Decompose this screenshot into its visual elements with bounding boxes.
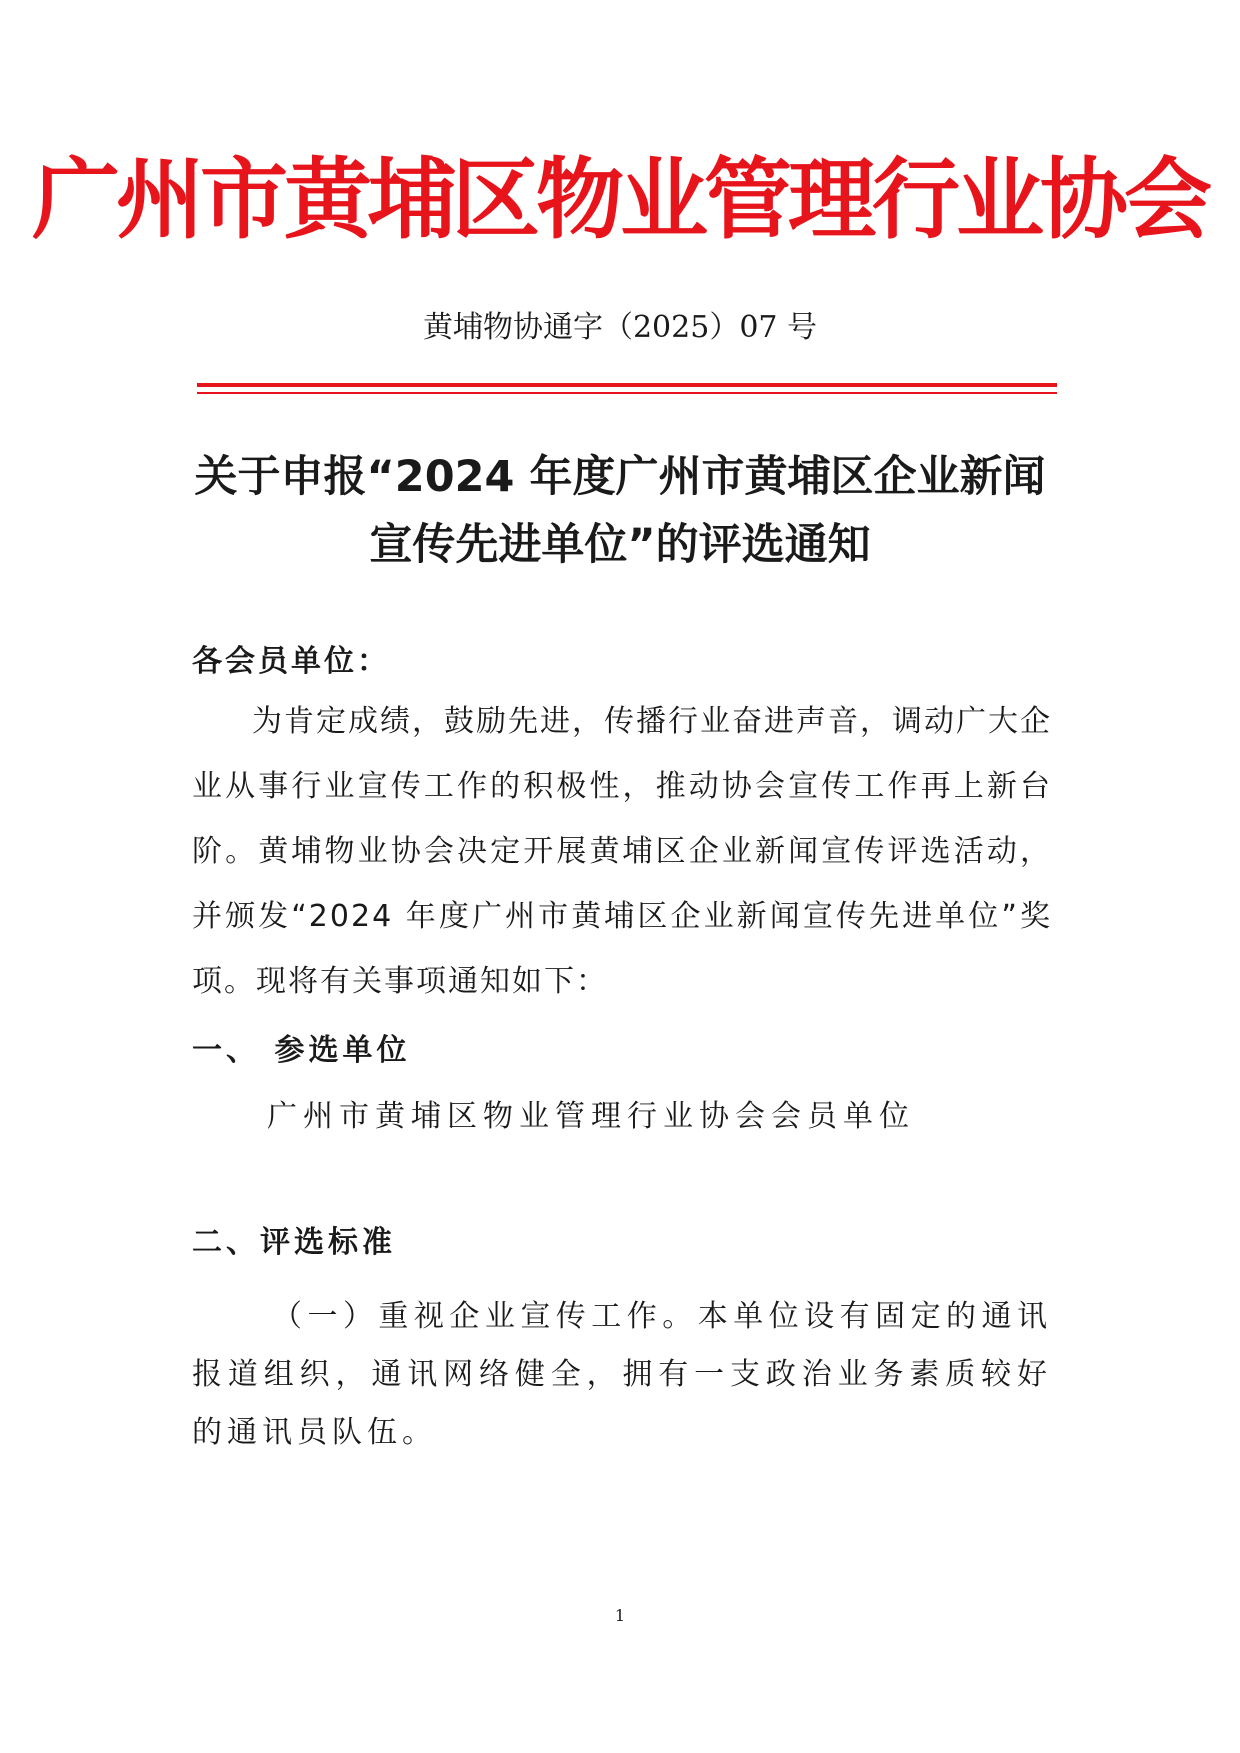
header-divider-thick	[197, 383, 1057, 387]
salutation: 各会员单位：	[192, 644, 390, 679]
notice-title-line-2: 宣传先进单位”的评选通知	[369, 520, 871, 570]
page-number: 1	[614, 1606, 626, 1625]
notice-title-line-1: 关于申报“2024 年度广州市黄埔区企业新闻	[194, 452, 1046, 502]
organization-header: 广州市黄埔区物业管理行业协会	[31, 148, 1208, 251]
participants-text: 广州市黄埔区物业管理行业协会会员单位	[267, 1099, 915, 1134]
section-heading-participants: 一、 参选单位	[192, 1033, 411, 1068]
notice-title	[180, 443, 1060, 579]
intro-paragraph: 为肯定成绩，鼓励先进，传播行业奋进声音，调动广大企业从事行业宣传工作的积极性，推动协会宣传工作再上新台阶。黄埔物业协会决定开展黄埔区企业新闻宣传评选活动，并颁发“2024 年度广州市黄埔区企业新闻宣传先进单位”奖项。现将有关事项通知如下：	[192, 704, 1052, 999]
criteria-paragraph-1: （一）重视企业宣传工作。本单位设有固定的通讯报道组织，通讯网络健全，拥有一支政治业务素质较好的通讯员队伍。	[192, 1299, 1052, 1450]
section-heading-criteria: 二、评选标准	[192, 1225, 396, 1260]
header-divider-thin	[197, 392, 1057, 394]
document-number: 黄埔物协通字（2025）07 号	[422, 310, 818, 345]
